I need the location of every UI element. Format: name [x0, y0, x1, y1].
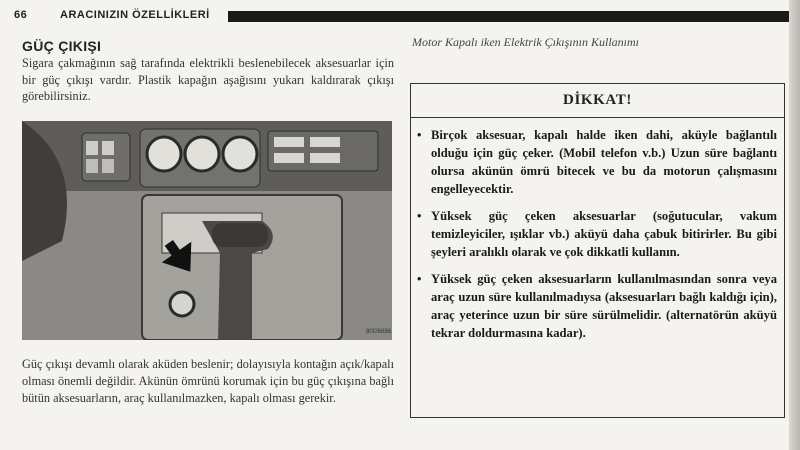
- photo-code: 80f26886: [366, 329, 392, 335]
- climate-knob: [223, 137, 257, 171]
- body-paragraph: Güç çıkışı devamlı olarak aküden beslenir; dolayısıyla kontağın açık/kapalı olması önemli değildir. Akünün ömrünü korumak için bu güç çıkışına bağlı bütün aksesuarların, araç kullanılmazken, kapalı olması gerekir.: [22, 357, 394, 405]
- intro-paragraph: Sigara çakmağının sağ tarafında elektrikli beslenebilecek aksesuarlar için bir güç çıkışı vardır. Plastik kapağın aşağısını yukarı kaldırarak çıkışı görebilirsiniz.: [22, 56, 394, 103]
- page-edge: [789, 0, 800, 450]
- dash-button: [102, 159, 114, 173]
- dash-button: [86, 141, 98, 155]
- warning-title: DİKKAT!: [411, 84, 784, 118]
- page-header: [14, 8, 784, 26]
- warning-box: [410, 83, 785, 418]
- dash-button: [310, 137, 340, 147]
- bullet-icon: •: [417, 209, 422, 223]
- section-title: GÜÇ ÇIKIŞI: [22, 38, 102, 54]
- figure-caption: Motor Kapalı iken Elektrik Çıkışının Kullanımı: [412, 35, 639, 49]
- warning-item: • Birçok aksesuar, kapalı halde iken dahi, aküyle bağlantılı olduğu için güç çeker. (Mobil telefon v.b.) Uzun süre bağlantı olursa akünün ömrü bitecek ve bu da motorun çalışmasını engelleyecektir.: [417, 128, 777, 196]
- warning-item: • Yüksek güç çeken aksesuarlar (soğutucular, vakum temizleyiciler, ışıklar vb.) aküyü daha çabuk bitirirler. Bu gibi şeyleri aralıklı olarak ve çok dikkatli kullanın.: [417, 209, 777, 259]
- gear-knob: [212, 223, 268, 247]
- climate-knob: [147, 137, 181, 171]
- dash-button: [274, 153, 304, 163]
- climate-knob: [185, 137, 219, 171]
- warning-list: [417, 126, 777, 351]
- power-outlet: [170, 292, 194, 316]
- dash-button: [86, 159, 98, 173]
- dash-button: [102, 141, 114, 155]
- bullet-icon: •: [417, 128, 422, 142]
- bullet-icon: •: [417, 272, 422, 286]
- dash-button: [310, 153, 340, 163]
- dashboard-photo: [22, 121, 392, 340]
- page-number: 66: [14, 9, 28, 21]
- warning-item: • Yüksek güç çeken aksesuarların kullanılmasından sonra veya araç uzun süre kullanılmadıysa (aksesuarları bağlı kaldığı için), araç yeterince uzun bir süre sürülmelidir. (alternatörün aküyü tekrar doldurmasına kadar).: [417, 272, 777, 340]
- dash-button: [274, 137, 304, 147]
- header-rule: [228, 11, 791, 22]
- running-head: ARACINIZIN ÖZELLİKLERİ: [60, 9, 210, 21]
